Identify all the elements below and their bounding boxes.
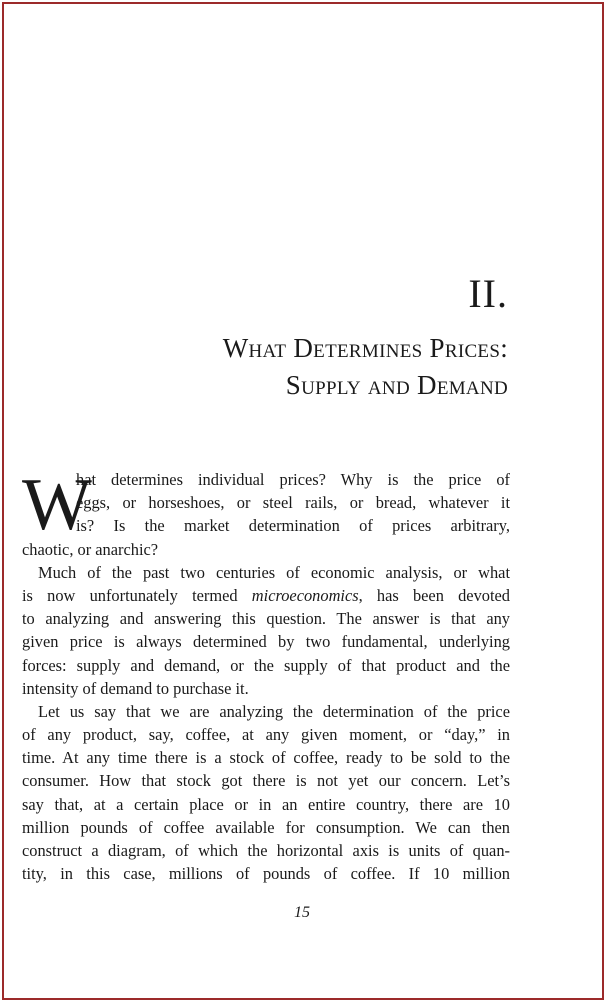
body-text [22,464,510,885]
text-line: chaotic, or anarchic? [22,539,159,559]
text-line: given price is always determined by two fundamental, underlying [22,632,510,652]
text-line: million pounds of coffee available for consumption. We can then [22,817,510,837]
chapter-title-line-1: What Determines Prices: [222,333,508,363]
text-line [22,584,510,607]
text-fragment: , has been devoted [358,585,510,605]
text-line: forces: supply and demand, or the supply of that product and the [22,655,510,675]
drop-cap: W [22,464,92,546]
text-line: Let us say that we are analyzing the determination of the price [38,701,510,721]
text-line: to analyzing and answering this question. The answer is that any [22,609,510,629]
text-line: intensity of demand to purchase it. [22,678,249,698]
text-line: of any product, say, coffee, at any given moment, or “day,” in [22,725,510,745]
text-line: time. At any time there is a stock of coffee, ready to be sold to the [22,748,510,768]
emphasis: microeconomics [251,585,359,605]
text-line: hat determines individual prices? Why is the price of [76,470,510,489]
chapter-title-line-2: Supply and Demand [285,370,508,400]
text-line: tity, in this case, millions of pounds of coffee. If 10 million [22,864,510,884]
text-fragment: is now unfortunately termed [22,585,252,605]
text-line: consumer. How that stock got there is not yet our concern. Let’s [22,771,510,791]
chapter-number: II. [468,271,508,316]
text-line: construct a diagram, of which the horizontal axis is units of quan- [22,841,510,860]
page-number: 15 [294,904,310,921]
text-line: say that, at a certain place or in an entire country, there are 10 [22,794,510,814]
text-line: eggs, or horseshoes, or steel rails, or bread, whatever it [76,493,510,513]
text-line: is? Is the market determination of prices arbitrary, [76,516,510,536]
text-line: Much of the past two centuries of economic analysis, or what [38,562,510,582]
